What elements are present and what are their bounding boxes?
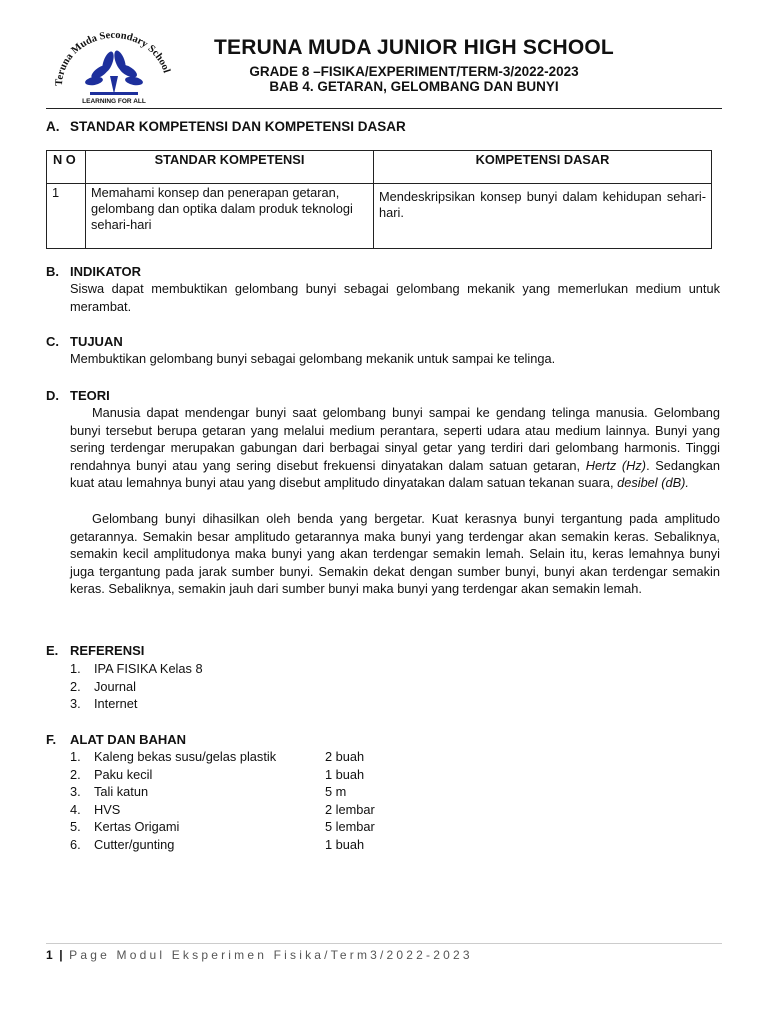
- logo-arc-text: Teruna Muda Secondary School: [53, 29, 172, 87]
- logo-tagline: LEARNING FOR ALL: [82, 98, 146, 105]
- materials-list: [70, 748, 470, 854]
- list-item: 2. Journal: [70, 678, 136, 694]
- objective-text: Membuktikan gelombang bunyi sebagai gelombang mekanik untuk sampai ke telinga.: [70, 351, 556, 366]
- competency-table: [46, 150, 712, 249]
- section-c-heading: C. TUJUAN: [46, 334, 123, 349]
- list-item: 3. Internet: [70, 696, 138, 712]
- palm-leaf-icon: [84, 49, 143, 95]
- footer-separator: |: [59, 948, 63, 962]
- item-quantity: 1 buah: [325, 836, 365, 852]
- list-item: 4. HVS 2 lembar: [70, 801, 375, 817]
- cell-kd: Mendeskripsikan konsep bunyi dalam kehidupan sehari-hari.: [374, 184, 712, 249]
- list-item: 3. Tali katun 5 m: [70, 784, 347, 800]
- theory-paragraph-2: Gelombang bunyi dihasilkan oleh benda yang bergetar. Kuat kerasnya bunyi tergantung pada amplitudo getarannya. Semakin besar amplitudo getarannya maka bunyi yang terdengar akan semakin keras. Sebaliknya, semakin kecil amplitudonya maka bunyi yang akan terdengar semakin lemah. Selain itu, keras lemahnya bunyi juga tergantung pada jarak sumber bunyi. Semakin dekat dengan sumber bunyi, bunyi akan terdengar semakin keras. Sebaliknya, semakin jauh dari sumber bunyi maka bunyi yang terdengar akan semakin lemah.: [70, 511, 720, 597]
- table-header-row: [47, 151, 712, 184]
- section-f-heading: F. ALAT DAN BAHAN: [46, 732, 187, 747]
- item-quantity: 5 lembar: [325, 819, 375, 835]
- item-quantity: 2 buah: [325, 749, 365, 764]
- section-d-heading: D. TEORI: [46, 388, 110, 403]
- chapter-subtitle: BAB 4. GETARAN, GELOMBANG DAN BUNYI: [269, 79, 559, 94]
- cell-sk: Memahami konsep dan penerapan getaran, gelombang dan optika dalam produk teknologi sehari-hari: [86, 184, 374, 249]
- item-quantity: 2 lembar: [325, 801, 375, 817]
- page-footer: [46, 948, 473, 962]
- table-row: [47, 184, 712, 249]
- list-item: 5. Kertas Origami 5 lembar: [70, 819, 375, 835]
- list-item: 2. Paku kecil 1 buah: [70, 766, 365, 782]
- school-name: TERUNA MUDA JUNIOR HIGH SCHOOL: [214, 36, 614, 59]
- item-quantity: 5 m: [325, 784, 347, 800]
- indicator-text: Siswa dapat membuktikan gelombang bunyi sebagai gelombang mekanik yang memerlukan medium untuk merambat.: [70, 281, 720, 314]
- list-item: 1. IPA FISIKA Kelas 8: [70, 661, 203, 676]
- reference-list: [70, 660, 203, 713]
- header-divider: [46, 108, 722, 109]
- col-header-no: N O: [47, 151, 86, 184]
- theory-paragraph-1: Manusia dapat mendengar bunyi saat gelombang bunyi sampai ke gendang telinga manusia. Gelombang bunyi tersebut berupa getaran yang melalui medium perantara, seperti udara atau medium lainnya. Bunyi yang sering terdengar merupakan gabungan dari berbagai sinyal getar yang terdiri dari gelombang harmonis. Tinggi rendahnya bunyi atau yang sering disebut frekuensi dinyatakan dalam satuan getaran, Hertz (Hz). Sedangkan kuat atau lemahnya bunyi atau yang disebut amplitudo dinyatakan dalam satuan tekanan suara, desibel (dB).: [70, 405, 720, 491]
- hertz-term: Hertz (Hz): [585, 457, 647, 473]
- section-b-heading: B. INDIKATOR: [46, 264, 142, 279]
- col-header-kd: KOMPETENSI DASAR: [374, 151, 712, 184]
- list-item: 1. Kaleng bekas susu/gelas plastik 2 buah: [70, 749, 365, 764]
- cell-no: 1: [47, 184, 86, 249]
- course-subtitle: GRADE 8 –FISIKA/EXPERIMENT/TERM-3/2022-2023: [249, 64, 579, 79]
- page-number: 1: [46, 948, 53, 962]
- section-e-heading: E. REFERENSI: [46, 643, 145, 658]
- section-a-heading: A. STANDAR KOMPETENSI DAN KOMPETENSI DASAR: [46, 119, 406, 134]
- decibel-term: desibel (dB).: [617, 475, 689, 491]
- footer-divider: [46, 943, 722, 944]
- footer-text: Page Modul Eksperimen Fisika/Term3/2022-2023: [69, 948, 473, 962]
- item-quantity: 1 buah: [325, 766, 365, 782]
- list-item: 6. Cutter/gunting 1 buah: [70, 836, 365, 852]
- school-logo: [48, 14, 174, 106]
- col-header-sk: STANDAR KOMPETENSI: [86, 151, 374, 184]
